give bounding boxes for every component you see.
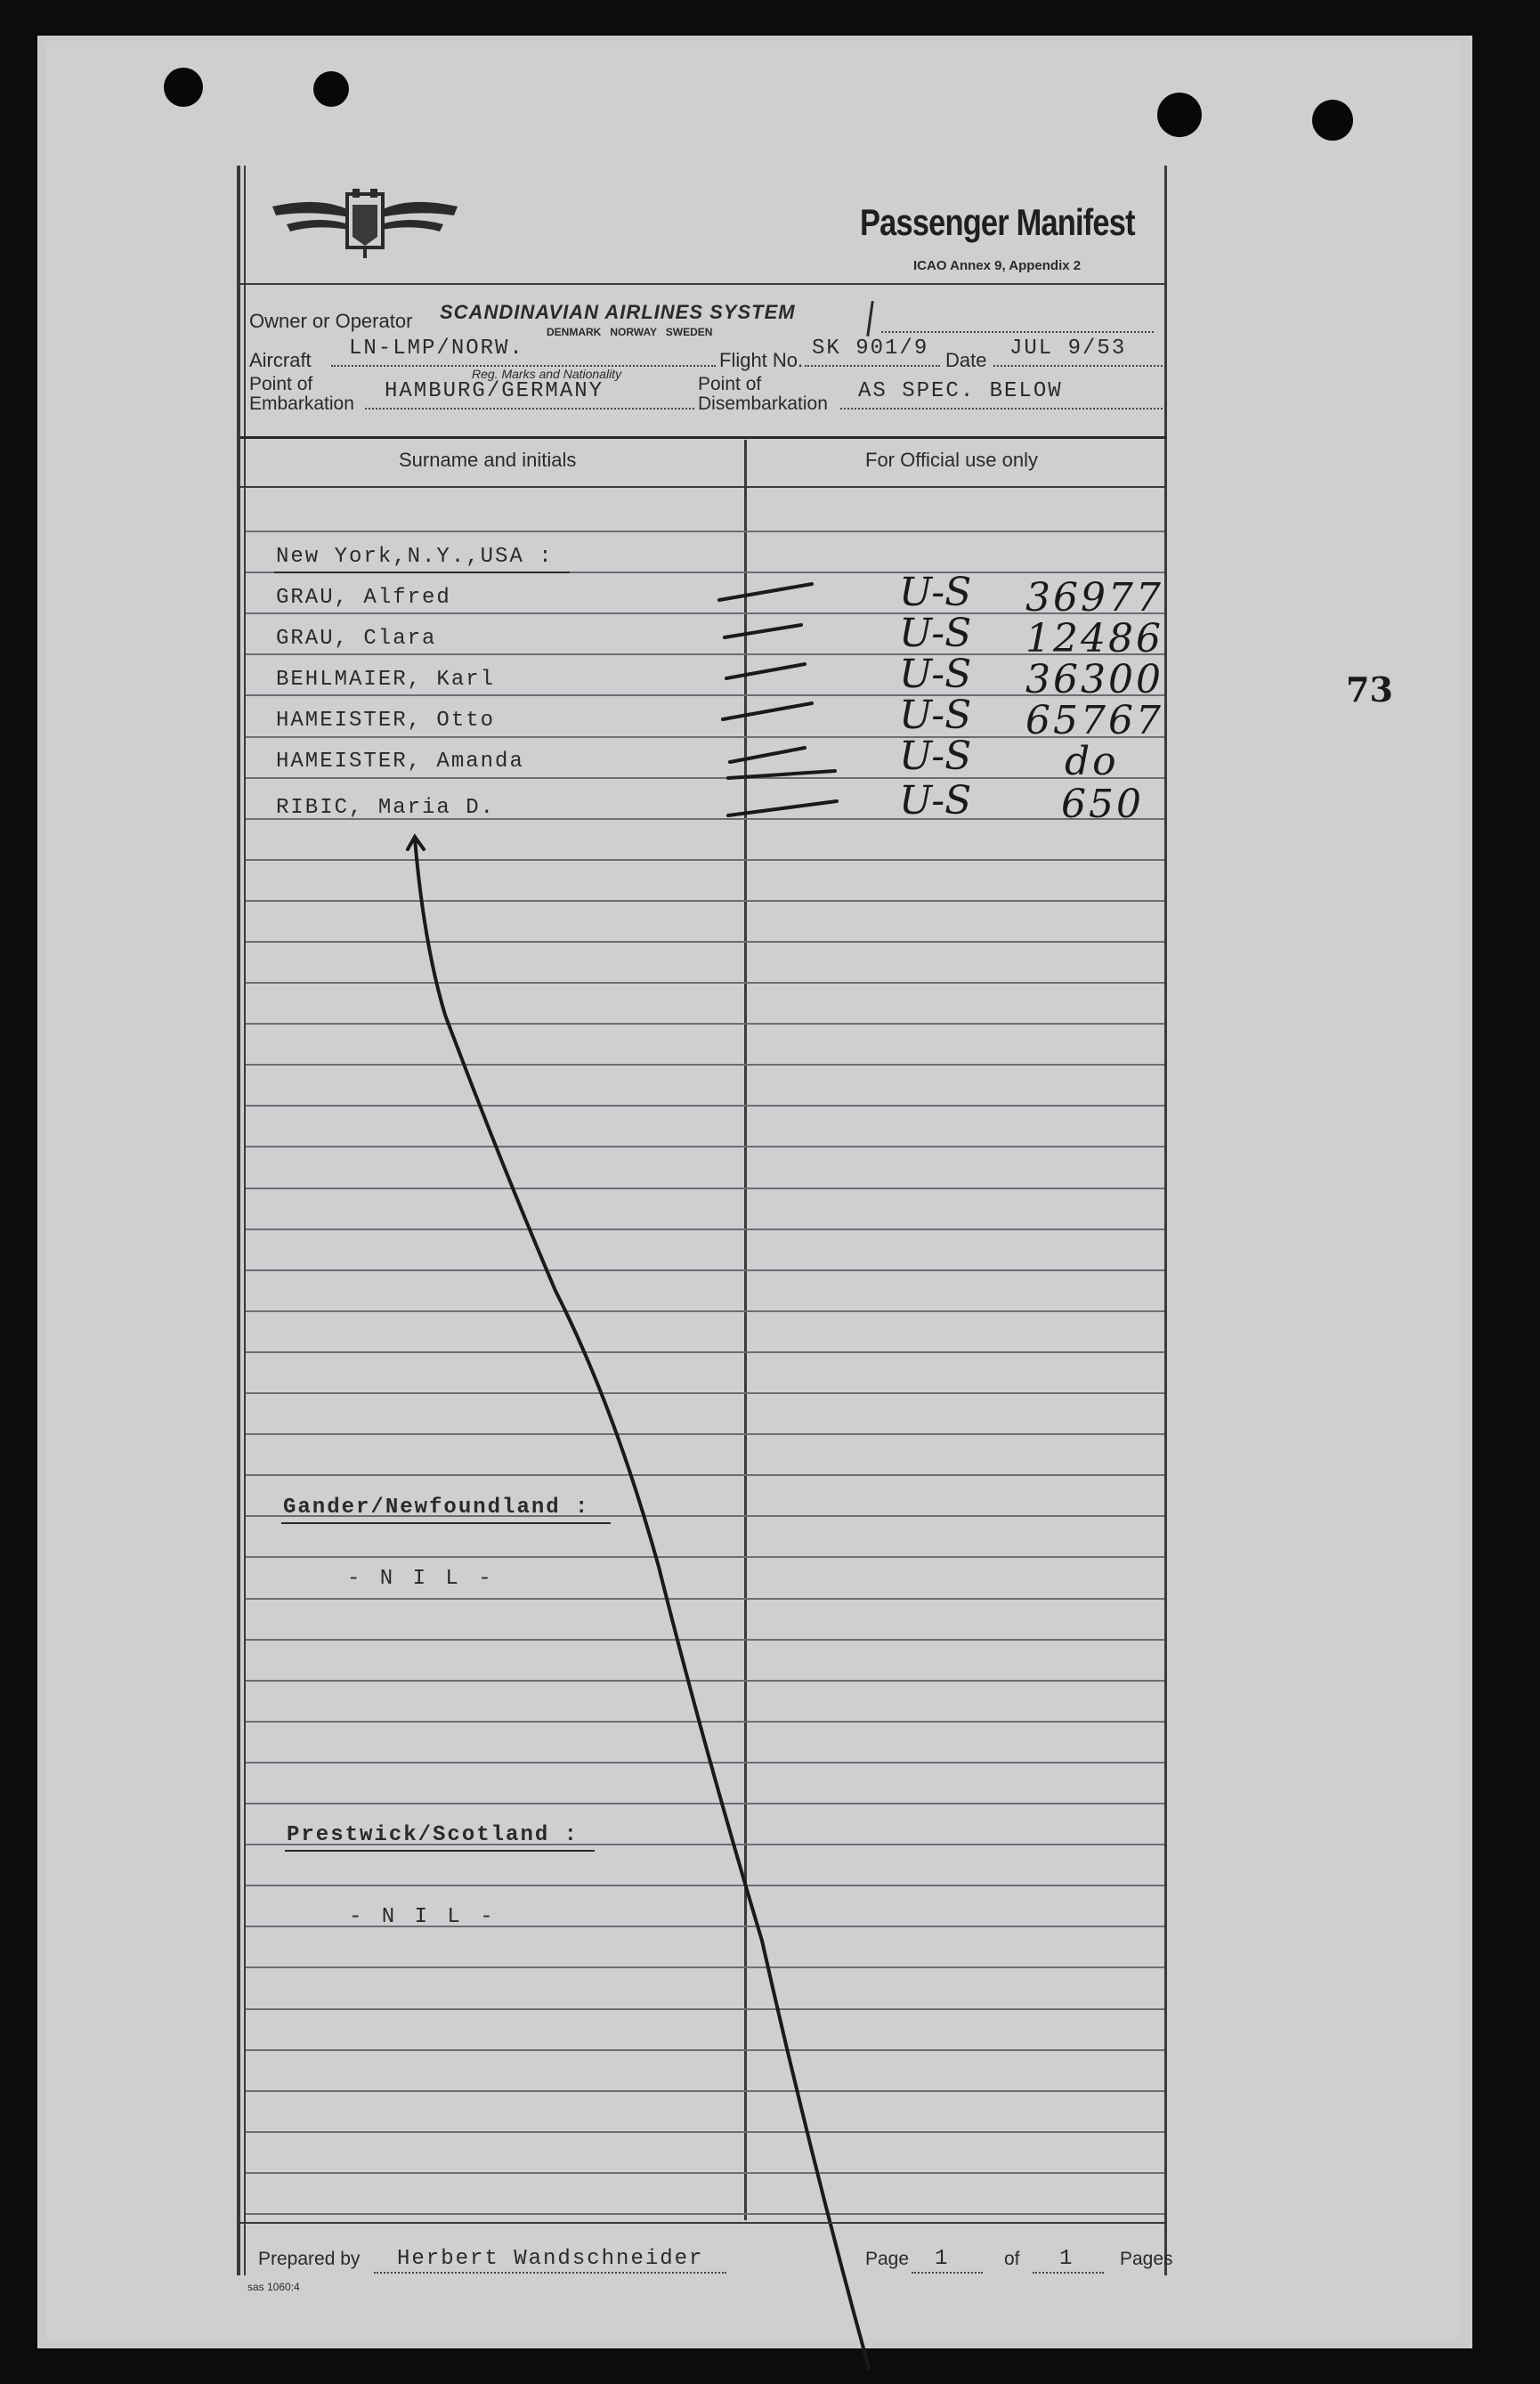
prepared-label: Prepared by	[258, 2249, 361, 2269]
form-title: Passenger Manifest	[860, 201, 1135, 243]
of-label: of	[1004, 2249, 1020, 2269]
embark-label-2: Embarkation	[249, 393, 354, 414]
official-number: 12486	[1025, 616, 1163, 661]
prepared-value: Herbert Wandschneider	[397, 2247, 704, 2271]
section-destination-prestwick: Prestwick/Scotland :	[287, 1823, 580, 1847]
section-destination-new-york: New York,N.Y.,USA :	[276, 545, 554, 569]
official-code: U-S	[899, 611, 972, 656]
passenger-name: HAMEISTER, Amanda	[276, 750, 524, 774]
date-value: JUL 9/53	[1009, 337, 1127, 361]
section-note: - N I L -	[349, 1905, 497, 1929]
form-subtitle: ICAO Annex 9, Appendix 2	[913, 258, 1082, 273]
owner-label: Owner or Operator	[249, 310, 413, 332]
page-value: 1	[935, 2247, 950, 2271]
section-destination-gander: Gander/Newfoundland :	[283, 1496, 590, 1520]
official-number: 65767	[1025, 698, 1163, 743]
disembark-label-1: Point of	[698, 374, 762, 394]
footer-top-rule	[240, 2222, 1166, 2224]
passenger-name: HAMEISTER, Otto	[276, 709, 496, 733]
owner-value: SCANDINAVIAN AIRLINES SYSTEM	[440, 301, 796, 323]
official-number: do	[1065, 739, 1119, 784]
official-number: 650	[1061, 782, 1144, 827]
official-code: U-S	[899, 570, 972, 615]
of-value: 1	[1059, 2247, 1074, 2271]
column-header-official: For Official use only	[865, 449, 1039, 471]
page-label: Page	[865, 2249, 910, 2269]
official-code: U-S	[899, 778, 972, 823]
official-code: U-S	[899, 734, 972, 779]
date-label: Date	[945, 349, 987, 371]
of-dotted-line	[1033, 2272, 1104, 2274]
passenger-name: RIBIC, Maria D.	[276, 796, 496, 820]
aircraft-value: LN-LMP/NORW.	[349, 337, 524, 361]
embark-value: HAMBURG/GERMANY	[385, 379, 604, 403]
passenger-name: GRAU, Clara	[276, 627, 437, 651]
section-note: - N I L -	[347, 1567, 495, 1591]
aircraft-label: Aircraft	[249, 349, 312, 371]
official-code: U-S	[899, 652, 972, 697]
embark-label-1: Point of	[249, 374, 313, 394]
destination-underline	[281, 1522, 611, 1524]
reg-marks-label: Reg. Marks and Nationality	[472, 367, 622, 381]
destination-underline	[285, 1850, 595, 1852]
pages-label: Pages	[1120, 2249, 1173, 2269]
owner-countries: DENMARK NORWAY SWEDEN	[547, 326, 713, 338]
official-number: 36300	[1025, 657, 1163, 702]
flight-value: SK 901/9	[812, 337, 929, 361]
column-header-surname: Surname and initials	[399, 449, 577, 471]
official-number: 36977	[1025, 575, 1163, 620]
passenger-name: GRAU, Alfred	[276, 586, 451, 610]
official-code: U-S	[899, 693, 972, 738]
form-code: sas 1060:4	[247, 2281, 300, 2293]
page-dotted-line	[912, 2272, 983, 2274]
margin-number: 73	[1346, 669, 1393, 710]
prepared-dotted-line	[374, 2272, 726, 2274]
disembark-label-2: Disembarkation	[698, 393, 828, 414]
passenger-name: BEHLMAIER, Karl	[276, 668, 496, 692]
flight-label: Flight No.	[719, 349, 804, 371]
disembark-value: AS SPEC. BELOW	[858, 379, 1063, 403]
